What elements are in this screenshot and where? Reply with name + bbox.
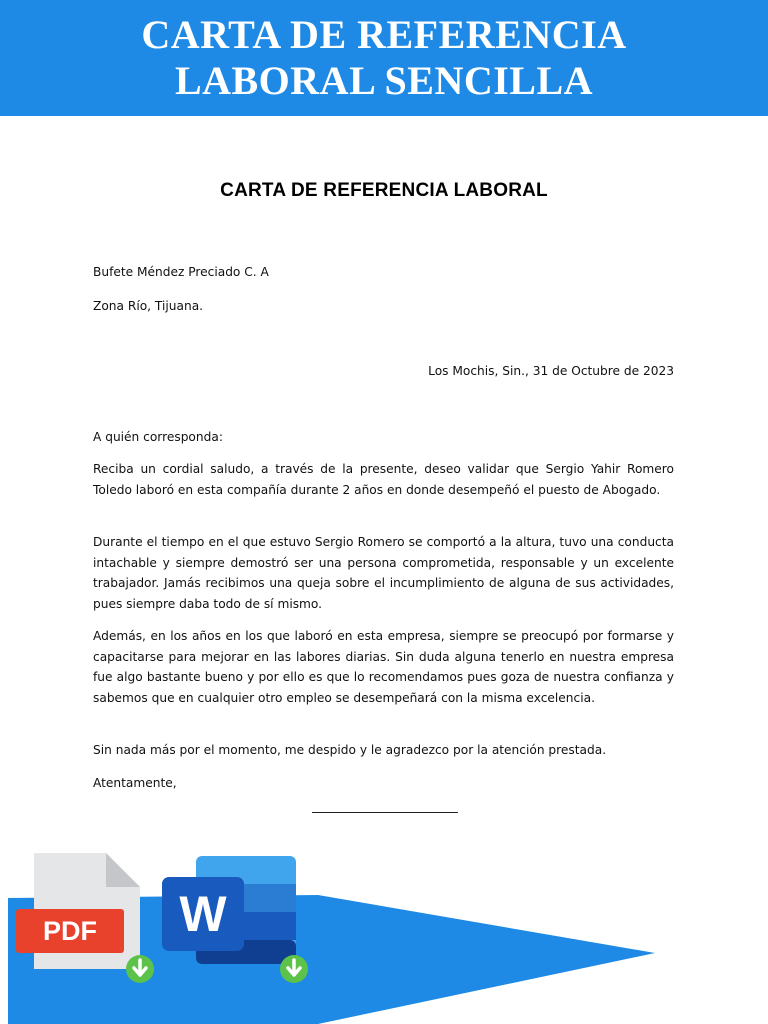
company-address: Zona Río, Tijuana. <box>93 299 204 313</box>
letter-date: Los Mochis, Sin., 31 de Octubre de 2023 <box>428 364 674 378</box>
download-arrow-icon <box>280 955 308 983</box>
paragraph-2: Durante el tiempo en el que estuvo Sergio Romero se comportó a la altura, tuvo una conducta intachable y siempre demostró ser una persona comprometida, responsable y un excelente trabajador. Jamás recibimos una queja sobre el incumplimiento de alguna de sus actividades, pues siempre daba todo de sí mismo. <box>93 535 674 611</box>
company-name: Bufete Méndez Preciado C. A <box>93 265 269 279</box>
closing: Atentamente, <box>93 776 177 790</box>
paragraph-4: Sin nada más por el momento, me despido y le agradezco por la atención prestada. <box>93 743 607 757</box>
download-arrow-icon <box>126 955 154 983</box>
paragraph-1: Reciba un cordial saludo, a través de la presente, deseo validar que Sergio Yahir Romero Toledo laboró en esta compañía durante 2 años en donde desempeñó el puesto de Abogado. <box>93 462 674 497</box>
pdf-file-icon[interactable] <box>14 853 160 985</box>
banner-title-line-2: LABORAL SENCILLA <box>174 58 594 103</box>
word-label: W <box>179 886 227 942</box>
header-banner <box>0 0 768 116</box>
document-title: CARTA DE REFERENCIA LABORAL <box>220 180 548 201</box>
banner-title-line-1: CARTA DE REFERENCIA <box>141 12 627 57</box>
word-file-icon[interactable] <box>160 853 316 985</box>
pdf-label: PDF <box>43 916 97 946</box>
signature-line <box>312 812 458 813</box>
paragraph-3: Además, en los años en los que laboró en esta empresa, siempre se preocupó por formarse y capacitarse para mejorar en las labores diarias. Sin duda alguna tenerlo en nuestra empresa fue algo bastante bueno y por ello es que lo recomendamos pues goza de nuestra confianza y sabemos que en cualquier otro empleo se desempeñará con la misma excelencia. <box>93 629 674 705</box>
salutation: A quién corresponda: <box>93 430 223 444</box>
